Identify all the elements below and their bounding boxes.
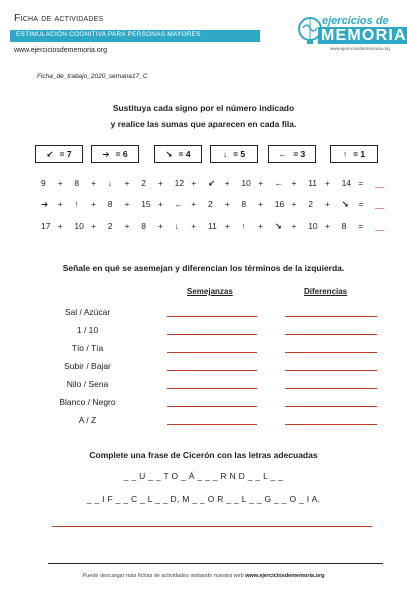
sum-token: 10 [308, 221, 318, 231]
sum-token: = [358, 199, 364, 209]
legend-box-right: ➔ = 6 [91, 145, 139, 163]
sum-token: + [224, 178, 230, 188]
sum-token: ↑ [74, 199, 79, 209]
answer-line-similarity[interactable] [167, 388, 257, 389]
sum-token: 11 [208, 221, 217, 231]
sum-token: 8 [341, 221, 347, 231]
sum-token: ↓ [107, 178, 113, 188]
sum-token: 2 [308, 199, 313, 209]
arrow-down-right-icon: ↘ [165, 148, 173, 159]
answer-line-difference[interactable] [285, 334, 377, 335]
sum-token: + [91, 199, 97, 209]
legend-box-down-left: ↙ = 7 [35, 145, 83, 163]
sum-token: + [191, 199, 197, 209]
sum-token: + [57, 221, 63, 231]
sum-token: + [157, 221, 163, 231]
legend-box-down-right: ↘ = 4 [154, 145, 202, 163]
sum-token: + [191, 221, 197, 231]
col-header-similarities: Semejanzas [187, 287, 233, 296]
header-title: Ficha de actividades [14, 12, 104, 24]
answer-line-similarity[interactable] [167, 334, 257, 335]
sum-token: 15 [141, 199, 151, 209]
sum-answer-blank[interactable]: __ [375, 199, 385, 209]
sum-token: 8 [107, 199, 113, 209]
answer-line-difference[interactable] [285, 406, 377, 407]
sum-token: + [157, 199, 163, 209]
logo-sub-text: www.ejerciciosdememoria.org [330, 46, 390, 51]
sum-token: ↘ [341, 199, 349, 209]
header-band [10, 30, 260, 42]
answer-line-difference[interactable] [285, 370, 377, 371]
sum-token: 9 [41, 178, 46, 188]
sum-token: + [157, 178, 163, 188]
sum-token: = [358, 178, 364, 188]
header-divider [10, 59, 402, 60]
term-label: Sal / Azúcar [64, 307, 111, 317]
sum-token: + [91, 178, 97, 188]
sum-token: ← [274, 178, 284, 188]
logo-main-text: MEMORIA [318, 27, 407, 44]
phrase-line-2: _ _ I F _ _ C _ L _ _ D, M _ _ O R _ _ L _ _ G _ _ O _ I A. [86, 494, 321, 504]
answer-line-similarity[interactable] [167, 316, 257, 317]
sum-token: + [291, 178, 297, 188]
sum-token: + [258, 199, 264, 209]
term-label: A / Z [78, 415, 97, 425]
sum-token: ↙ [208, 178, 216, 188]
answer-line-difference[interactable] [285, 424, 377, 425]
sum-token: + [124, 221, 130, 231]
logo-top-text: ejercicios de [322, 15, 389, 27]
sum-token: = [358, 221, 364, 231]
answer-line-phrase[interactable] [52, 526, 372, 527]
sum-token: + [258, 178, 264, 188]
sum-token: 10 [241, 178, 251, 188]
sum-token: + [291, 199, 297, 209]
term-label: 1 / 10 [76, 325, 99, 335]
sum-token: 8 [241, 199, 247, 209]
sum-token: 8 [74, 178, 80, 188]
answer-line-similarity[interactable] [167, 352, 257, 353]
answer-line-difference[interactable] [285, 388, 377, 389]
sum-token: 10 [74, 221, 84, 231]
sum-token: 8 [141, 221, 146, 231]
sum-token: + [224, 199, 230, 209]
footer-divider [48, 563, 383, 564]
sum-token: 2 [141, 178, 146, 188]
sum-token: ↘ [274, 221, 282, 231]
sum-token: 11 [308, 178, 318, 188]
sum-token: + [91, 221, 97, 231]
legend-box-up: ↑ = 1 [330, 145, 378, 163]
sum-token: + [224, 221, 230, 231]
arrow-left-icon: ← [278, 149, 288, 159]
sum-token: + [258, 221, 264, 231]
sum-token: + [324, 199, 330, 209]
legend-box-left: ← = 3 [268, 145, 316, 163]
arrow-down-icon: ↓ [222, 149, 228, 159]
term-label: Subir / Bajar [64, 361, 111, 371]
answer-line-difference[interactable] [285, 316, 377, 317]
header-band-text: ESTIMULACIÓN COGNITIVA PARA PERSONAS MAYORES [16, 31, 201, 38]
answer-line-similarity[interactable] [167, 424, 257, 425]
sum-token: + [124, 199, 130, 209]
col-header-differences: Diferencias [304, 287, 348, 296]
term-label: Blanco / Negro [59, 397, 116, 407]
sum-token: 12 [174, 178, 185, 188]
sheet-id: Ficha_de_trabajo_2020_semana17_C [37, 73, 148, 80]
part3-instruction: Complete una frase de Cicerón con las letras adecuadas [89, 450, 318, 460]
arrow-up-icon: ↑ [342, 149, 348, 159]
sum-token: + [124, 178, 130, 188]
sum-token: + [57, 199, 63, 209]
sum-token: ↓ [174, 221, 179, 231]
sum-token: 17 [41, 221, 51, 231]
sum-token: + [324, 178, 330, 188]
sum-token: + [57, 178, 63, 188]
sum-token: 16 [274, 199, 285, 209]
sum-token: ➔ [41, 199, 49, 209]
sum-token: ↑ [241, 221, 246, 231]
sum-token: 2 [208, 199, 213, 209]
part1-instruction-2: y realice las sumas que aparecen en cada fila. [110, 119, 297, 129]
answer-line-difference[interactable] [285, 352, 377, 353]
arrow-down-left-icon: ↙ [46, 148, 54, 159]
answer-line-similarity[interactable] [167, 370, 257, 371]
part2-instruction: Señale en qué se asemejan y diferencian los términos de la izquierda. [62, 263, 345, 273]
phrase-line-1: _ _ U _ _ T O _ Á _ _ _ R N D _ _ L _ _ [123, 471, 284, 481]
sum-token: 14 [341, 178, 352, 188]
term-label: Nilo / Sena [66, 379, 109, 389]
term-label: Tío / Tía [71, 343, 104, 353]
footer-url: www.ejerciciosdememoria.org [245, 573, 325, 579]
sum-token: + [324, 221, 330, 231]
sum-token: 2 [107, 221, 113, 231]
sum-answer-blank[interactable]: __ [375, 221, 385, 231]
sum-token: + [191, 178, 197, 188]
sum-token: ← [174, 199, 184, 209]
legend-box-down: ↓ = 5 [210, 145, 258, 163]
footer-text: Puede descargar más fichas de actividades visitando nuestra web www.ejerciciosdememoria.org [82, 573, 325, 579]
part1-instruction-1: Sustituya cada signo por el número indicado [112, 103, 295, 113]
answer-line-similarity[interactable] [167, 406, 257, 407]
arrow-right-icon: ➔ [102, 148, 110, 159]
sum-answer-blank[interactable]: __ [375, 178, 385, 188]
sum-token: + [291, 221, 297, 231]
header-url: www.ejerciciosdememoria.org [14, 47, 107, 54]
